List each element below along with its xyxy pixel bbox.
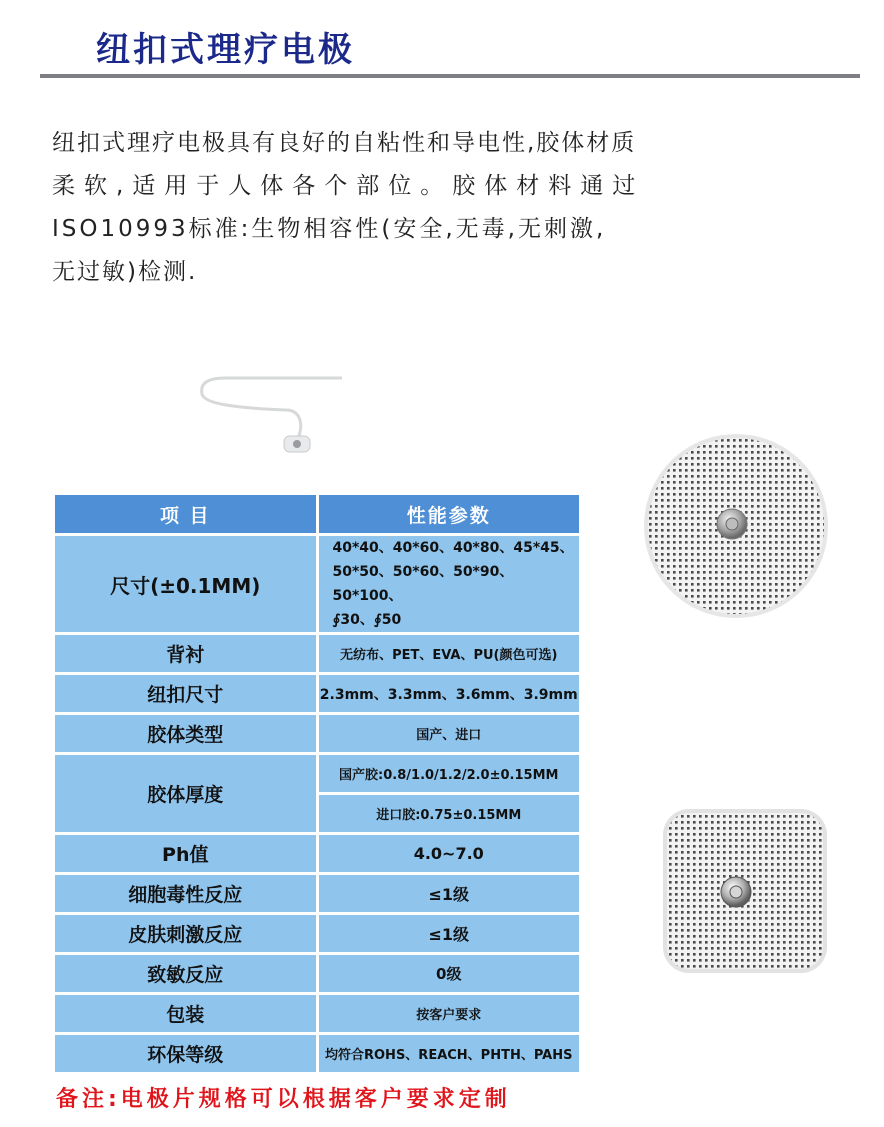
table-row xyxy=(55,875,579,912)
row-value: 2.3mm、3.3mm、3.6mm、3.9mm xyxy=(319,675,580,712)
row-label: 胶体类型 xyxy=(55,715,316,752)
title-divider xyxy=(40,74,860,78)
round-electrode-image xyxy=(642,432,830,620)
header-params: 性能参数 xyxy=(319,495,580,533)
row-value: 按客户要求 xyxy=(319,995,580,1032)
row-label: 细胞毒性反应 xyxy=(55,875,316,912)
table-row xyxy=(55,995,579,1032)
row-value: 0级 xyxy=(319,955,580,992)
table-row xyxy=(55,635,579,672)
row-label: 背衬 xyxy=(55,635,316,672)
square-electrode-image xyxy=(662,808,830,976)
header-item: 项 目 xyxy=(55,495,316,533)
row-value: ≤1级 xyxy=(319,875,580,912)
row-value: 进口胶:0.75±0.15MM xyxy=(319,795,580,832)
table-row xyxy=(55,675,579,712)
size-line: 40*40、40*60、40*80、45*45、 xyxy=(332,540,574,556)
description-line: 无过敏)检测. xyxy=(52,259,198,285)
table-row xyxy=(55,835,579,872)
row-value: ≤1级 xyxy=(319,915,580,952)
page-title: 纽扣式理疗电极 xyxy=(96,30,355,70)
row-value: 无纺布、PET、EVA、PU(颜色可选) xyxy=(319,635,580,672)
row-label: 包装 xyxy=(55,995,316,1032)
row-value: 4.0~7.0 xyxy=(319,835,580,872)
row-label: 纽扣尺寸 xyxy=(55,675,316,712)
table-row xyxy=(55,715,579,752)
footnote: 备注:电极片规格可以根据客户要求定制 xyxy=(56,1087,511,1112)
row-label: 致敏反应 xyxy=(55,955,316,992)
description-line: 纽扣式理疗电极具有良好的自粘性和导电性,胶体材质 xyxy=(52,130,637,156)
size-line: ∮30、∮50 xyxy=(332,612,402,628)
lead-wire-image xyxy=(196,372,346,462)
row-value: 国产、进口 xyxy=(319,715,580,752)
table-row xyxy=(55,1035,579,1072)
row-value xyxy=(319,536,580,632)
row-label: 环保等级 xyxy=(55,1035,316,1072)
row-value: 国产胶:0.8/1.0/1.2/2.0±0.15MM xyxy=(319,755,580,792)
description-line: 柔软,适用于人体各个部位。胶体材料通过 xyxy=(52,173,645,199)
table-row xyxy=(55,536,579,632)
row-label: Ph值 xyxy=(55,835,316,872)
size-line: 50*50、50*60、50*90、50*100、 xyxy=(332,564,514,604)
row-label: 胶体厚度 xyxy=(55,755,316,832)
row-label: 尺寸(±0.1MM) xyxy=(55,536,316,632)
table-row xyxy=(55,915,579,952)
table-row xyxy=(55,755,579,792)
product-description xyxy=(52,122,712,294)
row-label: 皮肤刺激反应 xyxy=(55,915,316,952)
spec-table xyxy=(52,492,582,1075)
row-value: 均符合ROHS、REACH、PHTH、PAHS xyxy=(319,1035,580,1072)
description-line: ISO10993标准:生物相容性(安全,无毒,无刺激, xyxy=(52,216,607,242)
table-row xyxy=(55,955,579,992)
